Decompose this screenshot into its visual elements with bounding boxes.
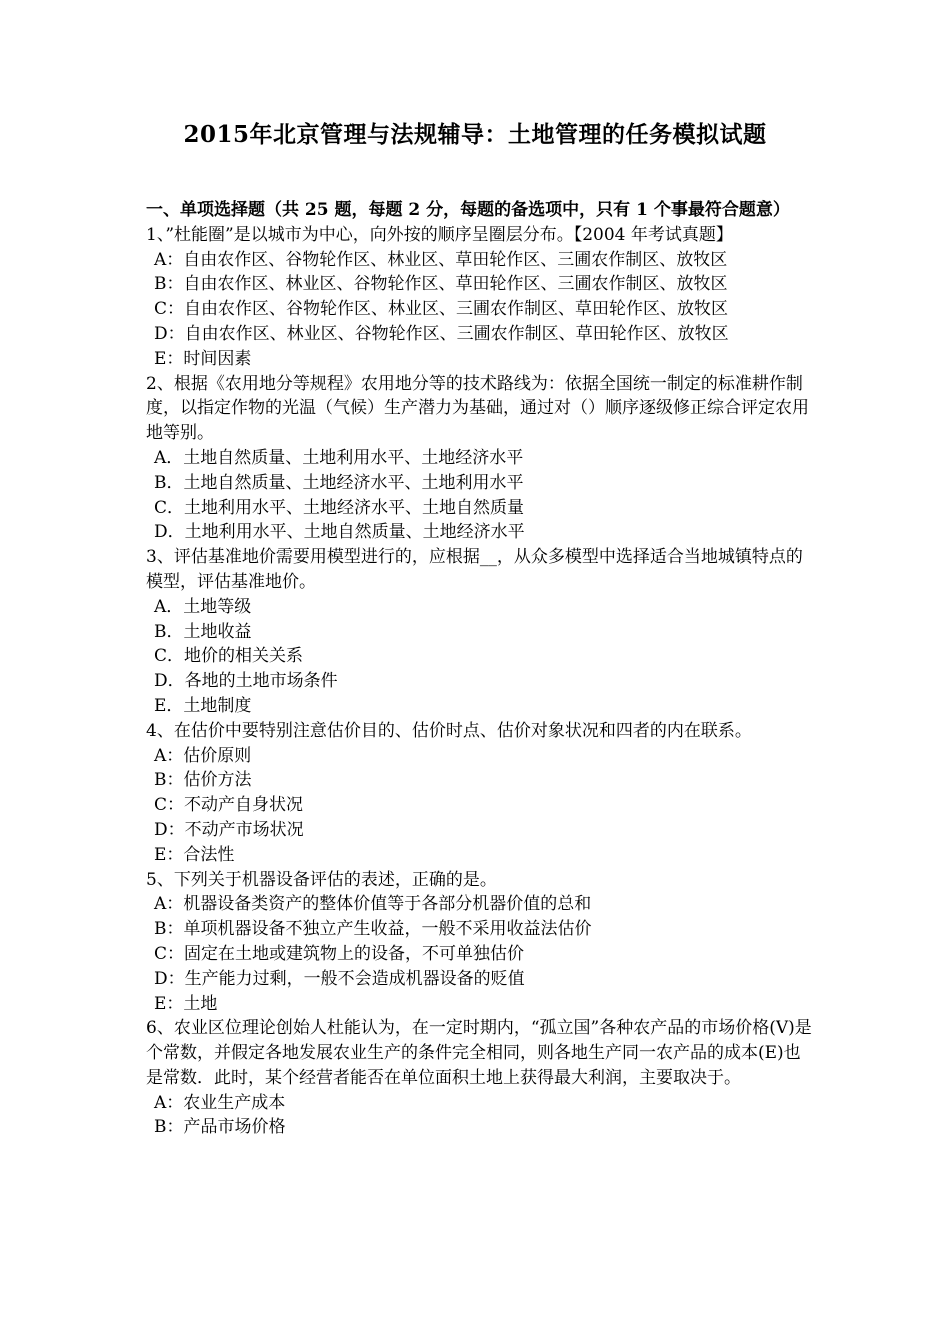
question-text: 2、根据《农用地分等规程》农用地分等的技术路线为：依据全国统一制定的标准耕作制度，以指定作物的光温（气候）生产潜力为基础，通过对（）顺序逐级修正综合评定农用地等别。 (146, 373, 809, 444)
answer-option: E：时间因素 (154, 348, 252, 369)
answer-option: D．土地利用水平、土地自然质量、土地经济水平 (154, 522, 525, 543)
answer-option: A：机器设备类资产的整体价值等于各部分机器价值的总和 (154, 894, 592, 915)
answer-option: B：产品市场价格 (154, 1117, 286, 1138)
question-text: 4、在估价中要特别注意估价目的、估价时点、估价对象状况和四者的内在联系。 (146, 720, 752, 741)
question-list (146, 223, 814, 1140)
question-5 (146, 868, 814, 1017)
question-text: 6、农业区位理论创始人杜能认为，在一定时期内，“孤立国”各种农产品的市场价格(V)是个常数，并假定各地发展农业生产的条件完全相同，则各地生产同一农产品的成本(E)也是常数．此时，某个经营者能否在单位面积土地上获得最大利润，主要取决于。 (146, 1018, 812, 1088)
answer-option: B．土地收益 (154, 621, 252, 642)
question-6 (146, 1016, 814, 1140)
answer-option: D．各地的土地市场条件 (154, 671, 338, 692)
question-text: 1、”杜能圈”是以城市为中心，向外按的顺序呈圈层分布。【2004 年考试真题】 (146, 224, 733, 245)
answer-option: C：不动产自身状况 (154, 795, 304, 816)
answer-option: A：自由农作区、谷物轮作区、林业区、草田轮作区、三圃农作制区、放牧区 (154, 249, 728, 270)
answer-option: A：农业生产成本 (154, 1092, 286, 1113)
question-2 (146, 372, 814, 546)
document-title: 2015年北京管理与法规辅导：土地管理的任务模拟试题 (183, 121, 767, 148)
answer-option: B：单项机器设备不独立产生收益，一般不采用收益法估价 (154, 919, 592, 940)
answer-option: D：不动产市场状况 (154, 819, 304, 840)
answer-option: D：生产能力过剩，一般不会造成机器设备的贬值 (154, 968, 525, 989)
answer-option: E．土地制度 (154, 695, 252, 716)
answer-option: C．地价的相关关系 (154, 646, 304, 667)
answer-option: E：合法性 (154, 844, 235, 865)
question-1 (146, 223, 814, 372)
answer-option: D：自由农作区、林业区、谷物轮作区、三圃农作制区、草田轮作区、放牧区 (154, 323, 729, 344)
section-heading: 一、单项选择题（共 25 题，每题 2 分，每题的备选项中，只有 1 个事最符合题意） (146, 200, 790, 220)
question-text: 5、下列关于机器设备评估的表述，正确的是。 (146, 869, 497, 890)
question-text: 3、评估基准地价需要用模型进行的，应根据__，从众多模型中选择适合当地城镇特点的模型，评估基准地价。 (146, 547, 803, 592)
question-4 (146, 719, 814, 868)
answer-option: C．土地利用水平、土地经济水平、土地自然质量 (154, 497, 525, 518)
answer-option: B：估价方法 (154, 770, 252, 791)
answer-option: A：估价原则 (154, 745, 252, 766)
question-3 (146, 545, 814, 719)
answer-option: B：自由农作区、林业区、谷物轮作区、草田轮作区、三圃农作制区、放牧区 (154, 274, 728, 295)
document-body (146, 198, 814, 1140)
answer-option: A．土地自然质量、土地利用水平、土地经济水平 (154, 447, 524, 468)
answer-option: E：土地 (154, 993, 218, 1014)
answer-option: A．土地等级 (154, 596, 252, 617)
answer-option: C：固定在土地或建筑物上的设备，不可单独估价 (154, 943, 525, 964)
answer-option: B．土地自然质量、土地经济水平、土地利用水平 (154, 472, 524, 493)
answer-option: C：自由农作区、谷物轮作区、林业区、三圃农作制区、草田轮作区、放牧区 (154, 299, 729, 320)
